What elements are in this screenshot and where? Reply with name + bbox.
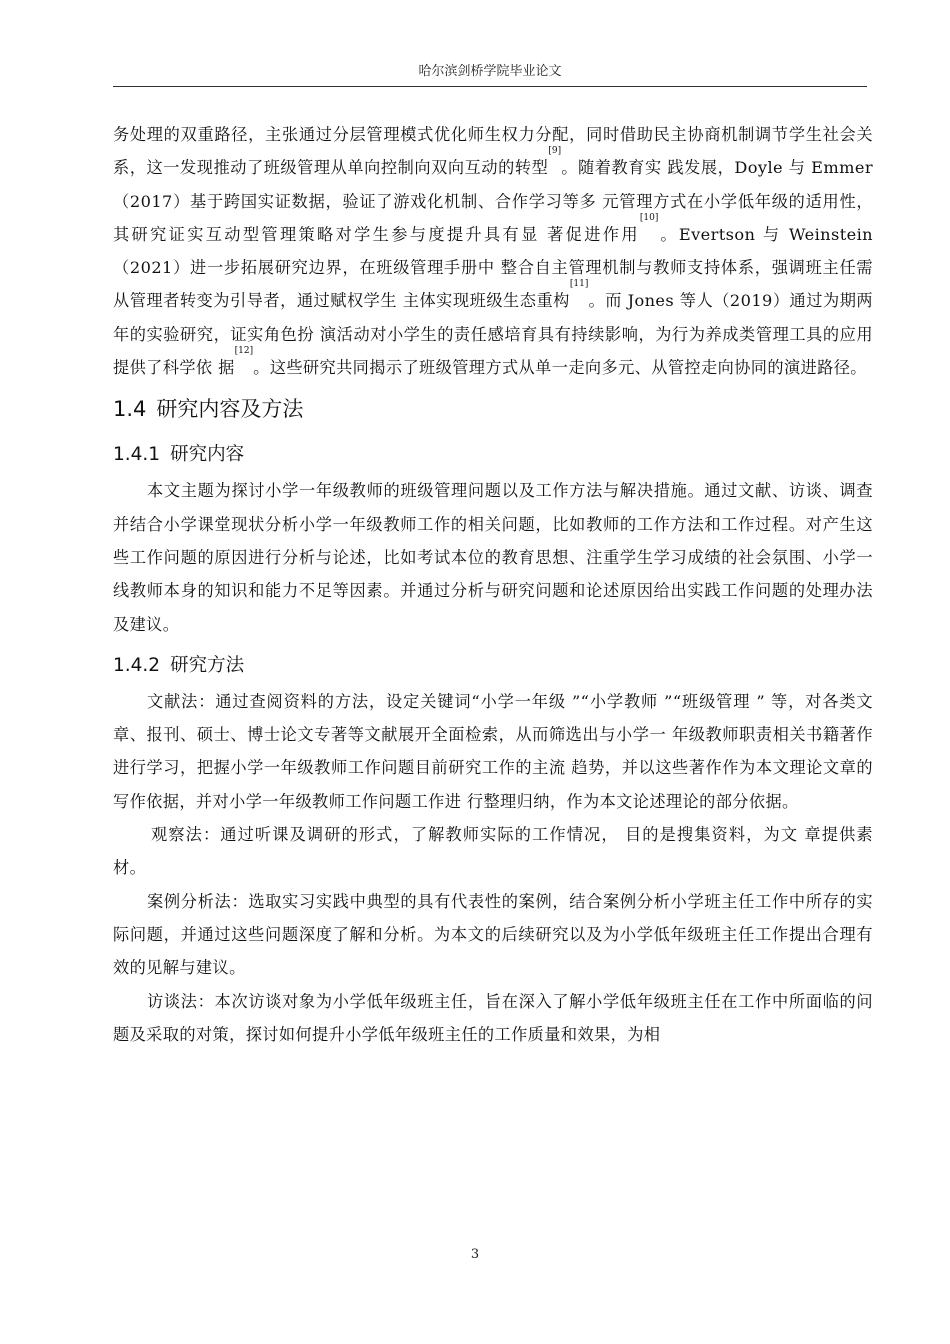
paragraph-case-analysis-method: 案例分析法：选取实习实践中典型的具有代表性的案例，结合案例分析小学班主任工作中所存的实际问题，并通过这些问题深度了解和分析。为本文的后续研究以及为小学低年级班主任工作提出合理有效的见解与建议。 <box>113 891 873 978</box>
citation-ref: [11] <box>569 279 589 290</box>
paragraph-literature-method: 文献法：通过查阅资料的方法，设定关键词“小学一年级 ”“小学教师 ”“班级管理 ” 等，对各类文章、报刊、硕士、博士论文专著等文献展开全面检索，从而筛选出与小学一 年级教师职责相关书籍著作进行学习，把握小学一年级教师工作问题目前研究工作的主流 趋势，并以这些著作作为本文理论文章的写作依据，并对小学一年级教师工作问题工作进 行整理归纳，作为本文论述理论的部分依据。 <box>113 691 873 811</box>
paragraph-observation-method: 观察法：通过听课及调研的形式，了解教师实际的工作情况， 目的是搜集资料，为文 章提供素材。 <box>113 825 873 878</box>
text-run: 。随着教育实 践发展，Doyle 与 Emmer（2017）基于跨国实证数据，验证了游戏化机制、合作学习等多 元管理方式在小学低年级的适用性，其研究证实互动型管理策略对学生参与度提升具有显 著促进作用 <box>113 158 873 244</box>
citation-ref: [12] <box>234 346 254 357</box>
paragraph-related-research <box>113 118 873 384</box>
citation-ref: [10] <box>639 212 659 223</box>
text-run: 。Evertson 与 Weinstein（2021）进一步拓展研究边界，在班级管理手册中 整合自主管理机制与教师支持体系，强调班主任需从管理者转变为引导者，通过赋权学生 主体实现班级生态重构 <box>113 224 873 311</box>
paragraph-research-content: 本文主题为探讨小学一年级教师的班级管理问题以及工作方法与解决措施。通过文献、访谈、调查并结合小学课堂现状分析小学一年级教师工作的相关问题，比如教师的工作方法和工作过程。对产生这些工作问题的原因进行分析与论述，比如考试本位的教育思想、注重学生学习成绩的社会氛围、小学一线教师本身的知识和能力不足等因素。并通过分析与研究问题和论述原因给出实践工作问题的处理办法及建议。 <box>113 481 873 634</box>
section-title: 研究内容 <box>170 444 245 466</box>
section-title: 研究内容及方法 <box>156 397 304 422</box>
section-heading-1-4-2 <box>113 646 873 685</box>
running-header <box>113 58 867 87</box>
section-heading-1-4-1 <box>113 435 873 474</box>
page-number: 3 <box>470 1247 480 1262</box>
text-run: 。这些研究共同揭示了班级管理方式从单一走向多元、从管控走向协同的演进路径。 <box>253 358 867 378</box>
header-title: 哈尔滨剑桥学院毕业论文 <box>418 64 562 79</box>
text-run: 。而 Jones 等人（2019）通过为期两年的实验研究，证实角色扮 演活动对小学生的责任感培育具有持续影响，为行为养成类管理工具的应用提供了科学依 据 <box>113 291 873 378</box>
text-run: 务处理的双重路径，主张通过分层管理模式优化师生权力分配，同时借助民主协商机制调节学生社会关系，这一发现推动了班级管理从单向控制向双向互动的转型 <box>113 125 873 178</box>
page-body <box>113 118 873 1051</box>
paragraph-interview-method: 访谈法：本次访谈对象为小学低年级班主任，旨在深入了解小学低年级班主任在工作中所面临的问题及采取的对策，探讨如何提升小学低年级班主任的工作质量和效果，为相 <box>113 991 873 1044</box>
section-number: 1.4.1 <box>113 444 161 466</box>
section-title: 研究方法 <box>170 654 245 676</box>
section-number: 1.4.2 <box>113 654 161 676</box>
citation-ref: [9] <box>548 146 562 157</box>
section-heading-1-4 <box>113 388 873 430</box>
section-number: 1.4 <box>113 397 147 422</box>
